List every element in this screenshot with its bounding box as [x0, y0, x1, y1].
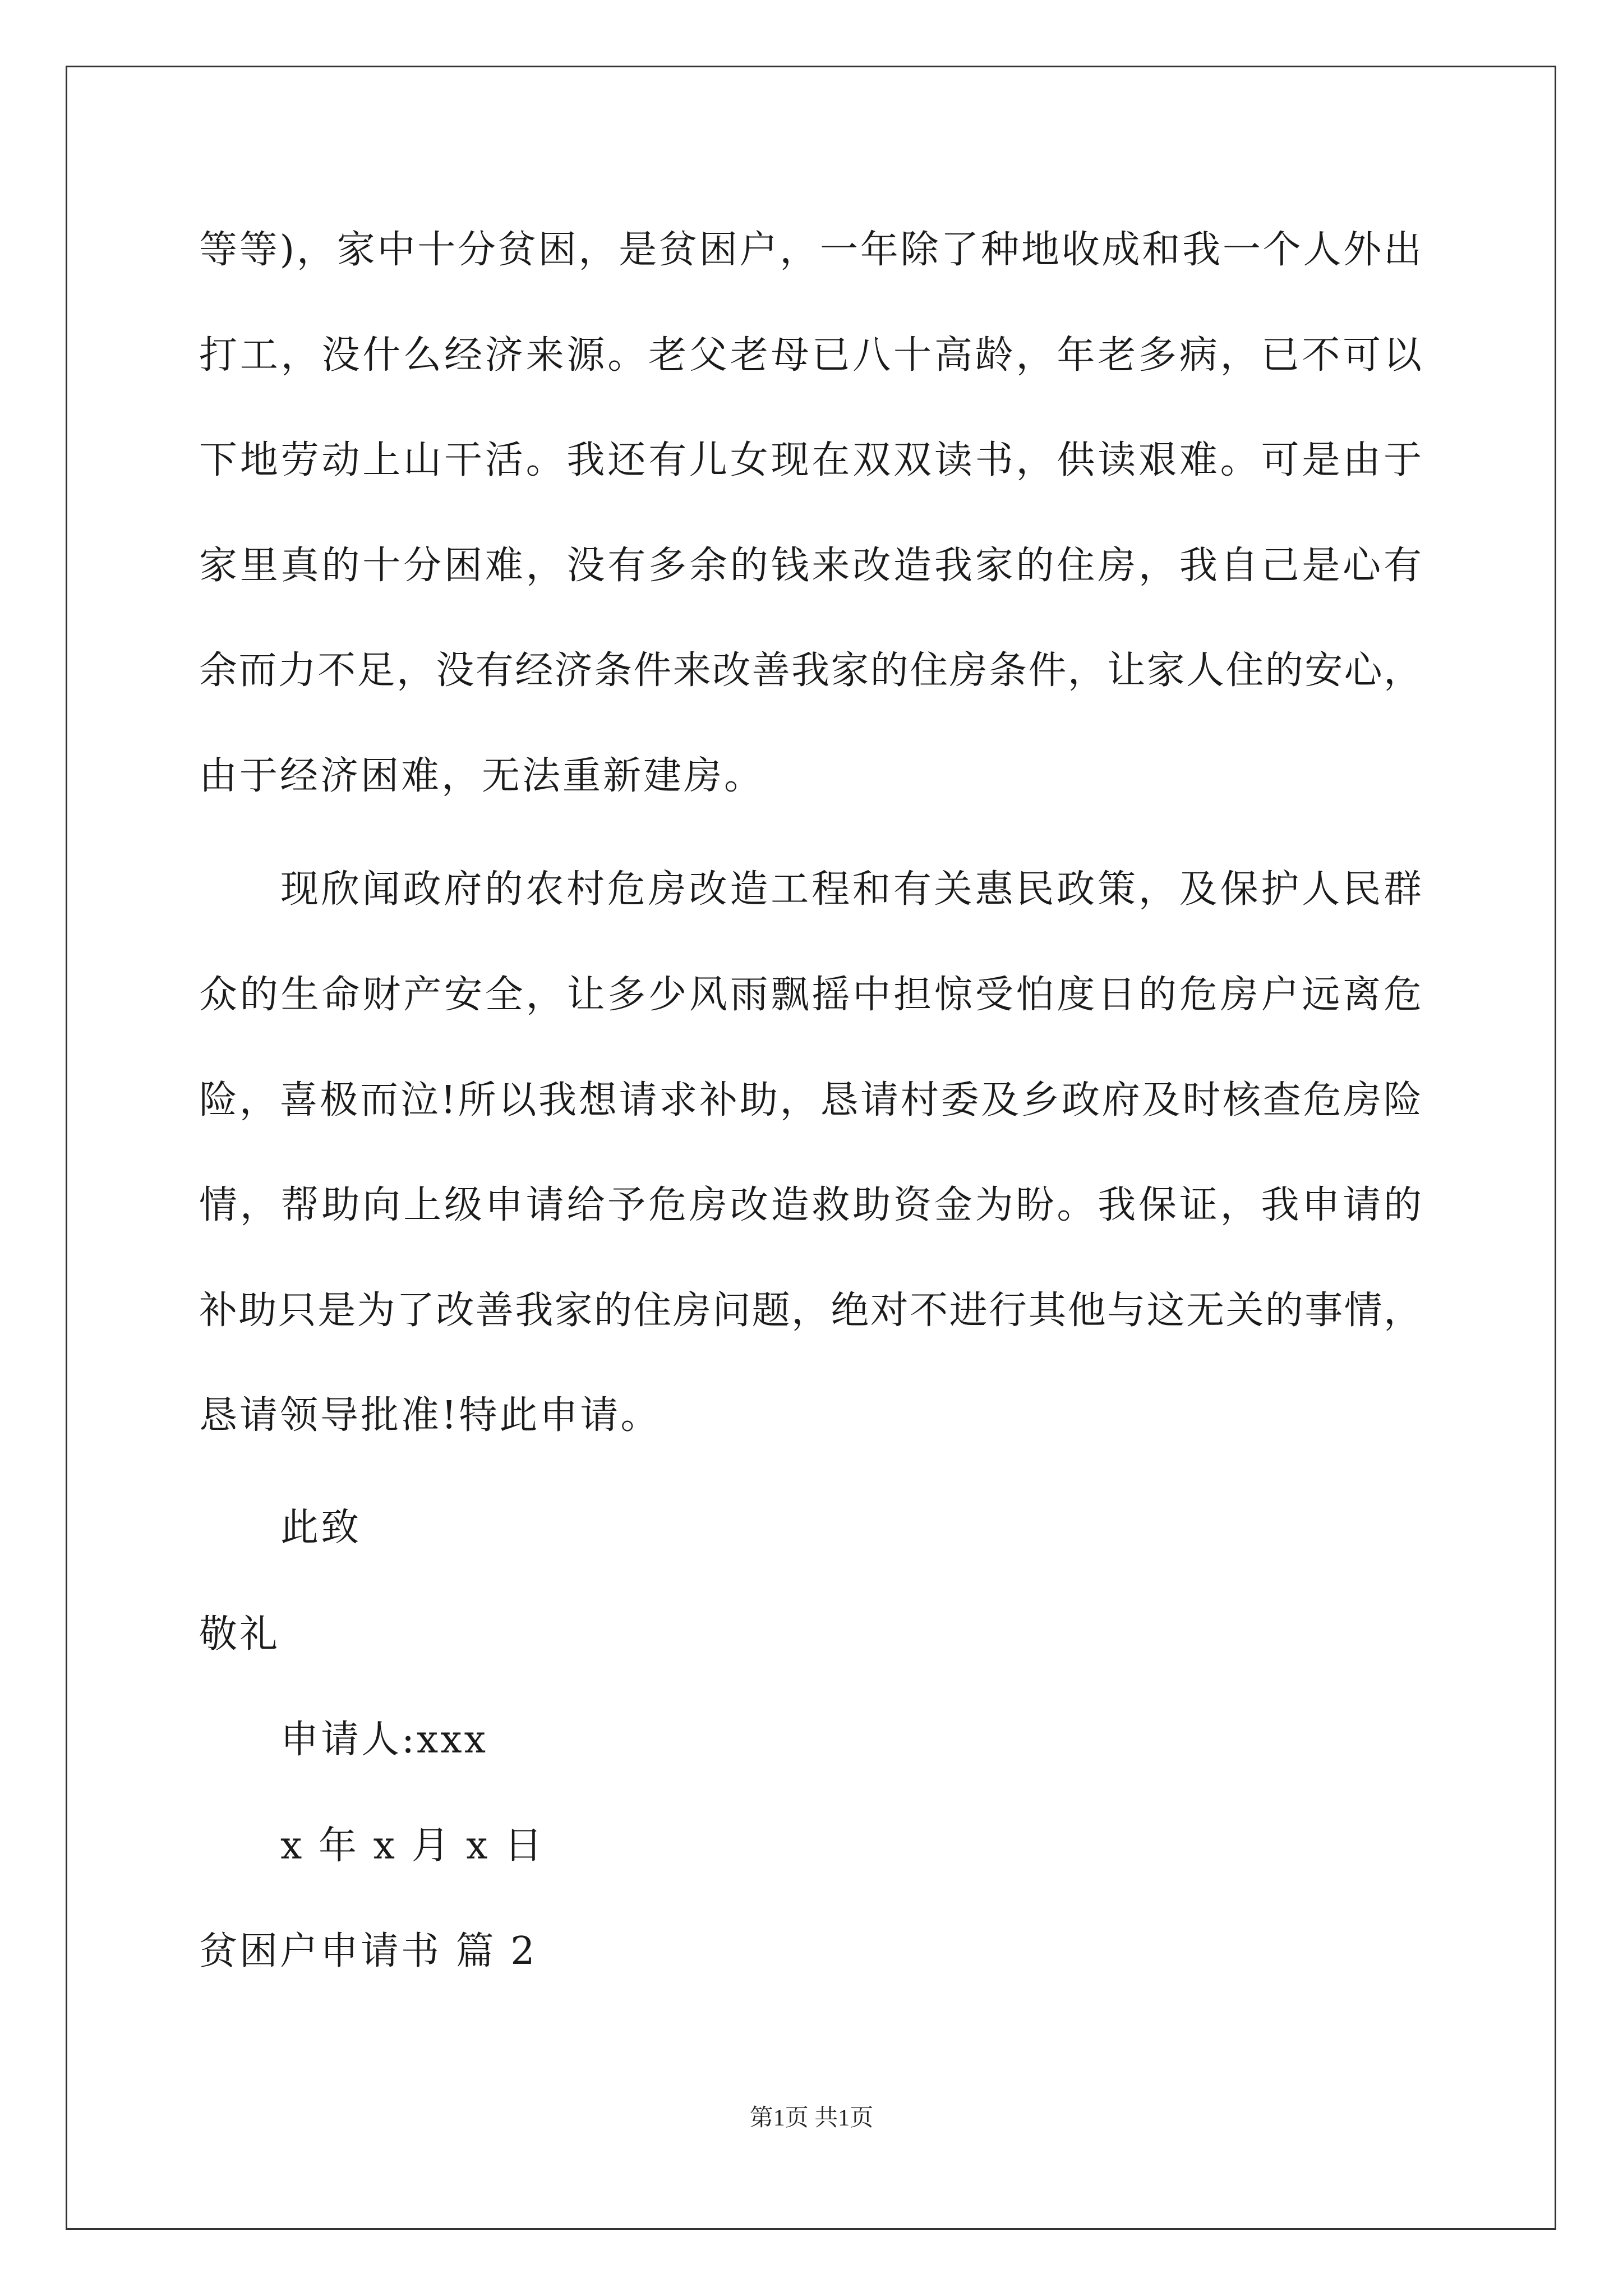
body-line-4: 家里真的十分困难，没有多余的钱来改造我家的住房，我自己是心有	[199, 544, 1422, 588]
body-line-7: 现欣闻政府的农村危房改造工程和有关惠民政策，及保护人民群	[280, 867, 1422, 912]
body-line-1: 等等)，家中十分贫困，是贫困户，一年除了种地收成和我一个人外出	[199, 228, 1422, 272]
body-line-12: 恳请领导批准!特此申请。	[199, 1393, 661, 1438]
salute-text: 敬礼	[199, 1612, 280, 1657]
next-heading: 贫困户申请书 篇 2	[199, 1929, 537, 1973]
body-line-10: 情，帮助向上级申请给予危房改造救助资金为盼。我保证，我申请的	[199, 1183, 1422, 1227]
body-line-2: 打工，没什么经济来源。老父老母已八十高龄，年老多病，已不可以	[199, 333, 1422, 378]
body-line-8: 众的生命财产安全，让多少风雨飘摇中担惊受怕度日的危房户远离危	[199, 973, 1422, 1017]
body-line-5: 余而力不足，没有经济条件来改善我家的住房条件，让家人住的安心，	[199, 648, 1422, 693]
applicant-text: 申请人:xxx	[280, 1718, 488, 1762]
body-line-9: 险，喜极而泣!所以我想请求补助，恳请村委及乡政府及时核查危房险	[199, 1078, 1422, 1122]
body-line-6: 由于经济困难，无法重新建房。	[199, 754, 765, 798]
page-border	[66, 66, 1556, 2230]
page-footer: 第1页 共1页	[749, 2105, 874, 2131]
body-line-11: 补助只是为了改善我家的住房问题，绝对不进行其他与这无关的事情，	[199, 1289, 1422, 1333]
body-line-3: 下地劳动上山干活。我还有儿女现在双双读书，供读艰难。可是由于	[199, 438, 1422, 482]
closing-text: 此致	[280, 1506, 362, 1550]
date-text: x 年 x 月 x 日	[280, 1824, 545, 1868]
